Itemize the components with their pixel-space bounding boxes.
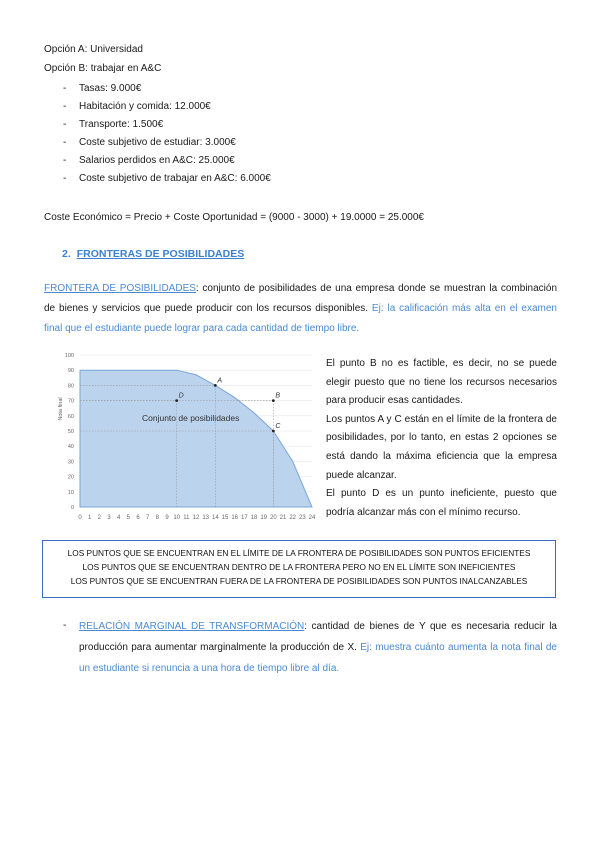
x-tick-label: 11 (183, 515, 190, 521)
x-tick-label: 23 (298, 515, 306, 521)
x-tick-label: 22 (289, 515, 297, 521)
definition-term: FRONTERA DE POSIBILIDADES (44, 283, 196, 294)
x-tick-label: 5 (126, 515, 131, 521)
chart-explanation (326, 355, 557, 522)
list-item: Coste subjetivo de estudiar: 3.000€ (79, 137, 236, 148)
x-tick-label: 8 (155, 515, 160, 521)
section-heading (62, 248, 244, 260)
x-tick-label: 17 (240, 515, 248, 521)
option-a: Opción A: Universidad (44, 44, 143, 55)
y-tick-label: 90 (67, 368, 74, 375)
y-tick-label: 80 (67, 383, 74, 390)
summary-box (42, 540, 556, 598)
y-tick-label: 70 (67, 398, 74, 405)
x-tick-label: 0 (78, 515, 82, 521)
y-axis-label: Nota final (58, 397, 64, 421)
x-tick-label: 15 (221, 515, 229, 521)
x-tick-label: 10 (173, 515, 181, 521)
explanation-d: El punto D es un punto ineficiente, puesto que podría alcanzar más con el mínimo recurso. (326, 488, 557, 518)
y-tick-label: 30 (67, 459, 74, 466)
x-tick-label: 18 (250, 515, 258, 521)
x-tick-label: 24 (308, 515, 316, 521)
frontier-area (80, 370, 312, 507)
list-bullet: - (63, 119, 67, 130)
list-bullet: - (63, 137, 67, 148)
rmt-paragraph (79, 616, 557, 679)
rmt-term: RELACIÓN MARGINAL DE TRANSFORMACIÓN (79, 621, 305, 632)
x-tick-label: 21 (279, 515, 287, 521)
x-tick-label: 13 (202, 515, 210, 521)
x-tick-label: 2 (97, 515, 102, 521)
area-label: Conjunto de posibilidades (142, 413, 240, 423)
list-bullet: - (63, 155, 67, 166)
point-b (272, 399, 275, 402)
explanation-ac: Los puntos A y C están en el límite de la frontera de posibilidades, por lo tanto, en estas 2 opciones se está dando la máxima eficiencia que la empresa puede alcanzar. (326, 413, 557, 481)
list-item: Habitación y comida: 12.000€ (79, 101, 211, 112)
y-tick-label: 10 (67, 489, 74, 496)
rmt-bullet: - (63, 620, 67, 631)
x-tick-label: 3 (107, 515, 111, 521)
list-bullet: - (63, 83, 67, 94)
x-tick-label: 9 (165, 515, 169, 521)
y-tick-label: 60 (67, 413, 74, 420)
x-tick-label: 14 (211, 515, 219, 521)
list-bullet: - (63, 101, 67, 112)
x-tick-label: 20 (269, 515, 277, 521)
definition-paragraph (44, 279, 557, 339)
summary-line-unreachable: LOS PUNTOS QUE SE ENCUENTRAN FUERA DE LA FRONTERA DE POSIBILIDADES SON PUNTOS INALCANZABLES (70, 576, 528, 586)
section-number: 2. (62, 248, 71, 260)
explanation-b: El punto B no es factible, es decir, no se puede elegir puesto que no tiene los recursos necesarios para producir esas cantidades. (326, 358, 557, 407)
x-tick-label: 7 (145, 515, 150, 521)
y-tick-label: 0 (70, 505, 74, 511)
y-tick-label: 100 (64, 353, 74, 359)
rmt-text: : cantidad de bienes de Y que es necesaria reducir la producción para aumentar marginalmente la producción de X. (79, 621, 557, 653)
point-c (272, 430, 275, 433)
x-tick-label: 19 (260, 515, 268, 521)
y-tick-label: 50 (67, 429, 74, 435)
list-item: Transporte: 1.500€ (79, 119, 164, 130)
x-tick-label: 1 (87, 515, 92, 521)
x-tick-label: 16 (231, 515, 239, 521)
x-tick-label: 4 (116, 515, 121, 521)
rmt-example: Ej: muestra cuánto aumenta la nota final de un estudiante si renuncia a una hora de tiempo libre al día. (79, 642, 557, 674)
definition-text: : conjunto de posibilidades de una empresa donde se muestran la combinación de bienes y servicios que puede producir con los recursos disponibles. (44, 283, 558, 314)
summary-line-inefficient: LOS PUNTOS QUE SE ENCUENTRAN DENTRO DE LA FRONTERA PERO NO EN EL LÍMITE SON INEFICIENTES (82, 562, 516, 572)
x-tick-label: 12 (192, 515, 200, 521)
list-bullet: - (63, 173, 67, 184)
point-label: A (217, 377, 223, 385)
x-tick-label: 6 (136, 515, 140, 521)
list-item: Coste subjetivo de trabajar en A&C: 6.000€ (79, 173, 271, 184)
section-title: FRONTERAS DE POSIBILIDADES (76, 248, 245, 260)
y-tick-label: 20 (67, 474, 74, 481)
definition-example: Ej: la calificación más alta en el examen final que el estudiante puede lograr para cada cantidad de tiempo libre. (44, 303, 557, 334)
possibility-frontier-chart (44, 347, 324, 527)
point-d (175, 399, 178, 402)
point-label: D (178, 392, 184, 400)
formula: Coste Económico = Precio + Coste Oportunidad = (9000 - 3000) + 19.0000 = 25.000€ (44, 212, 424, 223)
list-item: Tasas: 9.000€ (79, 83, 142, 94)
point-label: B (275, 392, 281, 400)
point-a (214, 384, 217, 387)
y-tick-label: 40 (67, 444, 74, 451)
list-item: Salarios perdidos en A&C: 25.000€ (79, 155, 235, 166)
summary-line-efficient: LOS PUNTOS QUE SE ENCUENTRAN EN EL LÍMITE DE LA FRONTERA DE POSIBILIDADES SON PUNTOS EFICIENTES (67, 548, 531, 558)
option-b: Opción B: trabajar en A&C (44, 63, 162, 74)
point-label: C (275, 423, 281, 430)
